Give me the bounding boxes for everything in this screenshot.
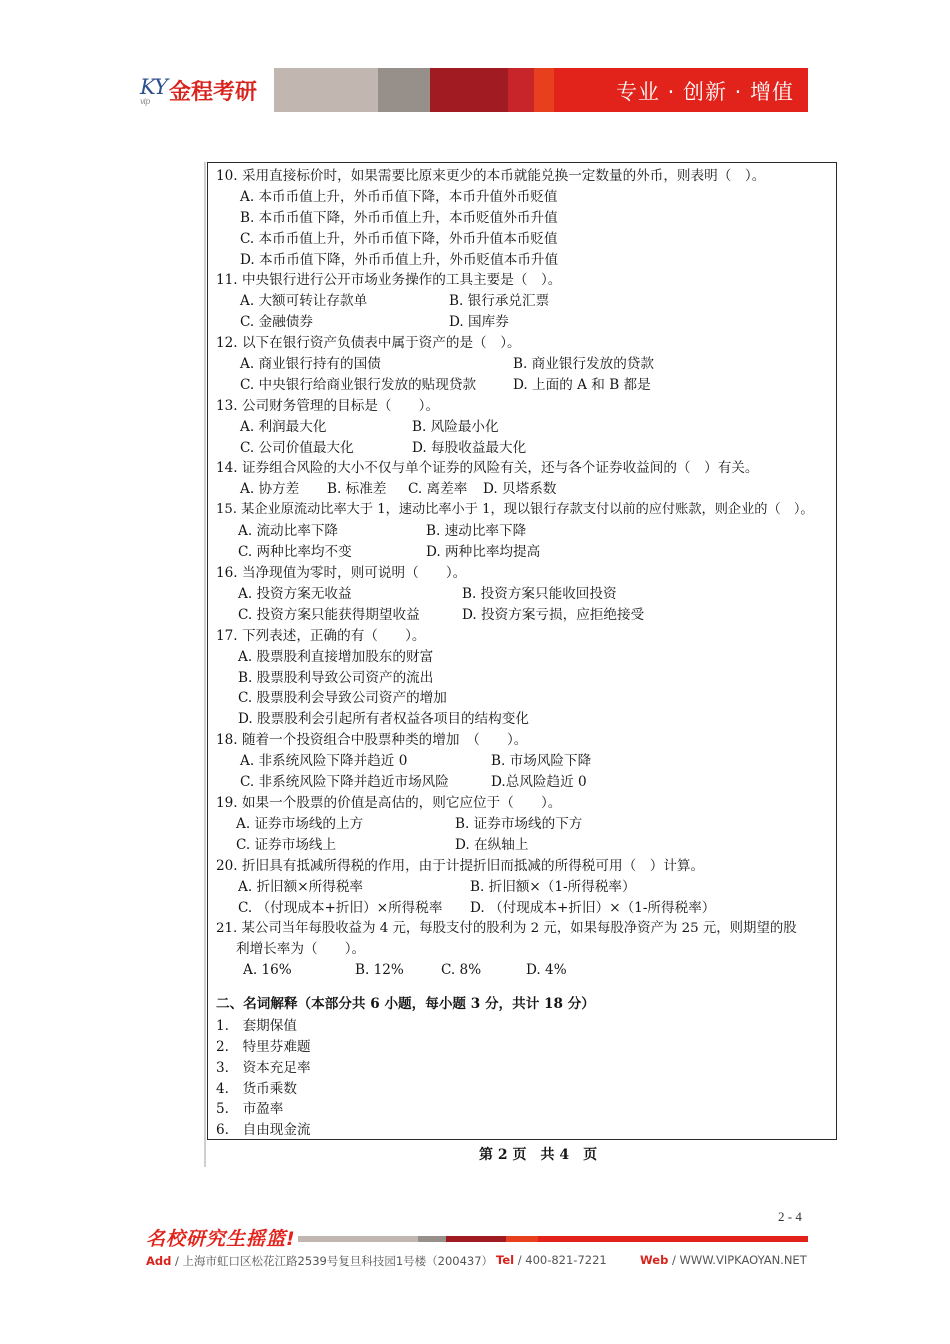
option-text: B. 证券市场线的下方 <box>455 816 583 832</box>
tel-key: Tel <box>496 1253 515 1267</box>
header-band <box>274 68 378 112</box>
section-heading: 二、名词解释（本部分共 6 小题，每小题 3 分，共计 18 分） <box>216 996 595 1012</box>
option-text: D. 国库券 <box>449 314 509 330</box>
footer-address <box>146 1253 493 1269</box>
web-key: Web <box>640 1253 669 1267</box>
option-text: C. 两种比率均不变 <box>238 544 352 560</box>
option-text: D. （付现成本+折旧）×（1-所得税率） <box>470 900 716 916</box>
question-text: 15. 某企业原流动比率大于 1，速动比率小于 1，现以银行存款支付以前的应付账款，则企业的（ ）。 <box>216 502 814 517</box>
footer-title: 名校研究生摇篮! <box>146 1228 296 1250</box>
header-band <box>554 68 808 112</box>
logo-sub-text: vip <box>140 97 150 106</box>
option-text: D. 贝塔系数 <box>483 481 557 497</box>
footer-band <box>538 1236 808 1242</box>
option-text: A. 本币币值上升，外币币值下降，本币升值外币贬值 <box>240 189 558 205</box>
question-text: 12. 以下在银行资产负债表中属于资产的是（ ）。 <box>216 335 521 351</box>
option-text: B. 股票股利导致公司资产的流出 <box>238 670 434 686</box>
brand-logo[interactable] <box>140 74 257 106</box>
option-text: A. 利润最大化 <box>240 419 327 435</box>
logo-mark-text: KY <box>140 75 167 99</box>
question-text: 18. 随着一个投资组合中股票种类的增加 （ ）。 <box>216 732 528 748</box>
scan-edge <box>204 162 206 1167</box>
option-text: B. 商业银行发放的贷款 <box>513 356 654 372</box>
header-band <box>430 68 508 112</box>
address-key: Add <box>146 1254 172 1268</box>
header-banner <box>140 68 808 112</box>
address-value: / 上海市虹口区松花江路2539号复旦科技园1号楼（200437） <box>171 1254 494 1268</box>
option-text: C. 本币币值上升，外币币值下降，外币升值本币贬值 <box>240 231 558 247</box>
option-text: C. （付现成本+折旧）×所得税率 <box>238 900 443 916</box>
question-text: 13. 公司财务管理的目标是（ ）。 <box>216 398 440 414</box>
option-text: B. 风险最小化 <box>412 419 499 435</box>
option-text: D. 两种比率均提高 <box>426 544 541 560</box>
option-text: C. 股票股利会导致公司资产的增加 <box>238 690 447 706</box>
option-text: B. 银行承兑汇票 <box>449 293 550 309</box>
option-text: A. 流动比率下降 <box>238 523 339 539</box>
option-text: B. 标准差 <box>327 481 387 497</box>
option-text: B. 本币币值下降，外币币值上升，本币贬值外币升值 <box>240 210 558 226</box>
option-text: A. 大额可转让存款单 <box>240 293 368 309</box>
option-text: A. 16% <box>243 962 292 978</box>
option-text: B. 速动比率下降 <box>426 523 527 539</box>
header-band <box>534 68 554 112</box>
option-text: C. 证券市场线上 <box>236 837 337 853</box>
question-text: 16. 当净现值为零时，则可说明（ ）。 <box>216 565 467 581</box>
term-item: 3. 资本充足率 <box>216 1060 311 1076</box>
footer-band <box>298 1236 418 1242</box>
logo-mark-icon <box>140 75 167 105</box>
option-text: D. 本币币值下降，外币币值上升，外币贬值本币升值 <box>240 252 559 268</box>
option-text: D. 4% <box>526 962 567 978</box>
footer-band <box>418 1236 446 1242</box>
header-slogan: 专业 · 创新 · 增值 <box>615 80 794 104</box>
option-text: C. 投资方案只能获得期望收益 <box>238 607 420 623</box>
header-band <box>508 68 534 112</box>
term-item: 1. 套期保值 <box>216 1018 297 1034</box>
option-text: C. 非系统风险下降并趋近市场风险 <box>240 774 449 790</box>
question-text: 10. 采用直接标价时，如果需要比原来更少的本币就能兑换一定数量的外币，则表明（ ）。 <box>216 168 766 184</box>
option-text: B. 折旧额×（1-所得税率） <box>470 879 636 895</box>
option-text: D. 投资方案亏损，应拒绝接受 <box>462 607 645 623</box>
option-text: C. 离差率 <box>408 481 468 497</box>
option-text: A. 折旧额×所得税率 <box>238 879 364 895</box>
option-text: A. 商业银行持有的国债 <box>240 356 381 372</box>
option-text: B. 投资方案只能收回投资 <box>462 586 617 602</box>
option-text: B. 市场风险下降 <box>491 753 592 769</box>
tel-value: / 400-821-7221 <box>514 1253 607 1267</box>
question-text-continued: 利增长率为（ ）。 <box>236 941 366 957</box>
footer-band <box>446 1236 506 1242</box>
term-item: 2. 特里芬难题 <box>216 1039 311 1055</box>
option-text: A. 协方差 <box>240 481 300 497</box>
option-text: A. 股票股利直接增加股东的财富 <box>238 649 434 665</box>
option-text: A. 证券市场线的上方 <box>236 816 364 832</box>
option-text: B. 12% <box>355 962 404 978</box>
option-text: D. 在纵轴上 <box>455 837 529 853</box>
option-text: D. 股票股利会引起所有者权益各项目的结构变化 <box>238 711 529 727</box>
logo-text: 金程考研 <box>169 79 258 105</box>
document-page-number: 2 - 4 <box>778 1209 802 1224</box>
footer-web[interactable] <box>640 1253 807 1267</box>
question-text: 21. 某公司当年每股收益为 4 元，每股支付的股利为 2 元，如果每股净资产为 25 元，则期望的股 <box>216 921 797 936</box>
option-text: A. 投资方案无收益 <box>238 586 352 602</box>
exam-page-label: 第 2 页 共 4 页 <box>479 1147 598 1163</box>
question-text: 20. 折旧具有抵减所得税的作用，由于计提折旧而抵减的所得税可用（ ）计算。 <box>216 858 705 874</box>
header-band <box>378 68 430 112</box>
option-text: C. 公司价值最大化 <box>240 440 354 456</box>
option-text: D. 每股收益最大化 <box>412 440 527 456</box>
option-text: D. 上面的 A 和 B 都是 <box>513 377 651 393</box>
option-text: A. 非系统风险下降并趋近 0 <box>240 753 408 769</box>
option-text: D.总风险趋近 0 <box>491 774 587 790</box>
question-text: 17. 下列表述，正确的有（ ）。 <box>216 628 426 644</box>
option-text: C. 中央银行给商业银行发放的贴现贷款 <box>240 377 477 393</box>
question-text: 14. 证券组合风险的大小不仅与单个证券的风险有关，还与各个证券收益间的（ ）有关。 <box>216 460 759 476</box>
question-text: 11. 中央银行进行公开市场业务操作的工具主要是（ ）。 <box>216 272 562 288</box>
web-link[interactable]: / WWW.VIPKAOYAN.NET <box>668 1253 807 1267</box>
term-item: 5. 市盈率 <box>216 1101 284 1117</box>
term-item: 4. 货币乘数 <box>216 1081 297 1097</box>
footer-band <box>506 1236 538 1242</box>
question-text: 19. 如果一个股票的价值是高估的，则它应位于（ ）。 <box>216 795 562 811</box>
option-text: C. 8% <box>441 962 482 978</box>
footer-tel <box>496 1253 607 1267</box>
option-text: C. 金融债券 <box>240 314 313 330</box>
term-item: 6. 自由现金流 <box>216 1122 311 1138</box>
